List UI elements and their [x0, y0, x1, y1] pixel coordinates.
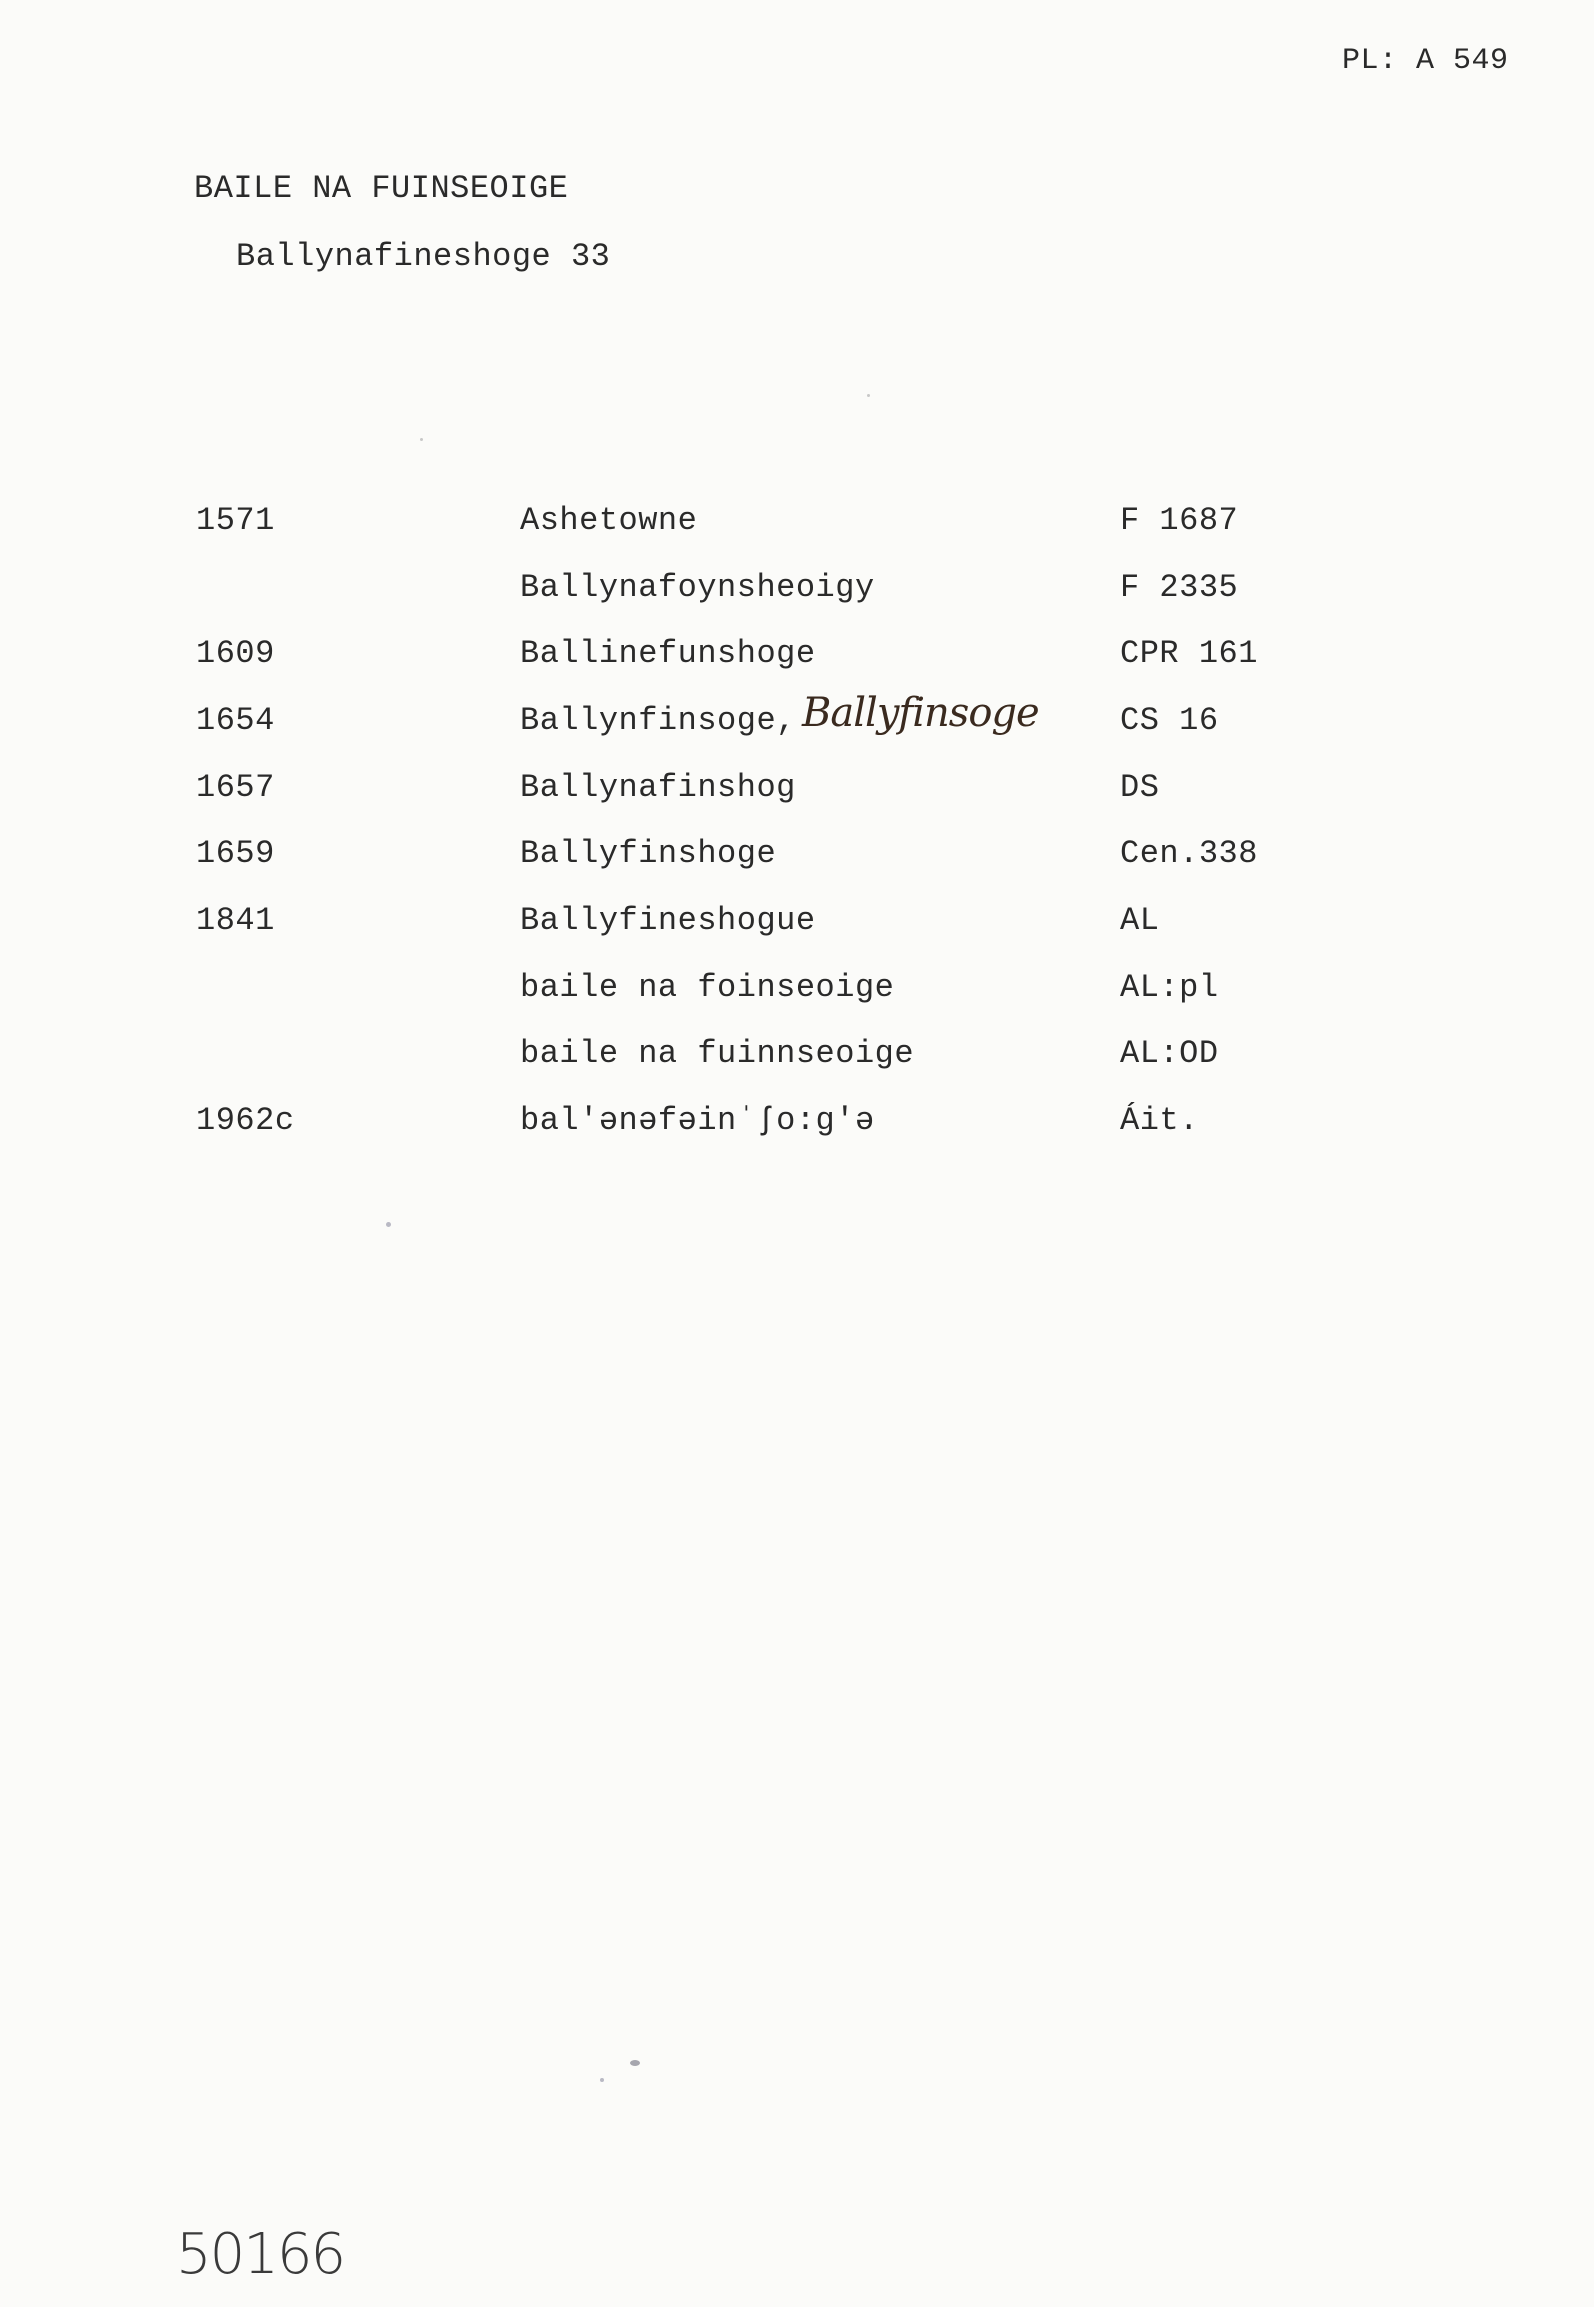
row-year: 1657 — [196, 769, 275, 806]
row-form: Ballynfinsoge, — [520, 702, 796, 739]
row-source: Áit. — [1120, 1102, 1199, 1139]
row-source: Cen.338 — [1120, 835, 1258, 872]
row-source: DS — [1120, 769, 1160, 806]
row-form: Ballynafoynsheoigy — [520, 569, 875, 606]
row-year: 1962c — [196, 1102, 295, 1139]
row-form: balʹənəfəinˈʃo:gʹə — [520, 1102, 875, 1139]
row-source: AL — [1120, 902, 1160, 939]
anglicised-placename: Ballynafineshoge 33 — [236, 238, 611, 275]
row-source: CPR 161 — [1120, 635, 1258, 672]
paper-speck — [420, 438, 423, 441]
row-form: Ballynafinshog — [520, 769, 796, 806]
row-source: CS 16 — [1120, 702, 1219, 739]
row-source: F 2335 — [1120, 569, 1239, 606]
row-form: Ballinefunshoge — [520, 635, 816, 672]
handwritten-variant: Ballyfinsoge — [802, 690, 1039, 736]
row-year: 1654 — [196, 702, 275, 739]
row-form: Ashetowne — [520, 502, 698, 539]
row-form: baile na fuinnseoige — [520, 1035, 915, 1072]
irish-placename-title: BAILE NA FUINSEOIGE — [194, 170, 569, 207]
row-year: 1841 — [196, 902, 275, 939]
reference-code: PL: A 549 — [1342, 44, 1509, 78]
handwritten-catalogue-number: 50166 — [176, 2222, 345, 2287]
row-source: F 1687 — [1120, 502, 1239, 539]
paper-speck — [386, 1222, 391, 1227]
row-year: 1571 — [196, 502, 275, 539]
row-source: AL:pl — [1120, 969, 1219, 1006]
row-source: AL:OD — [1120, 1035, 1219, 1072]
row-year: 1609 — [196, 635, 275, 672]
row-year: 1659 — [196, 835, 275, 872]
paper-speck — [600, 2078, 604, 2082]
paper-speck — [630, 2060, 640, 2066]
row-form: Ballyfinshoge — [520, 835, 777, 872]
row-form: Ballyfineshogue — [520, 902, 816, 939]
paper-speck — [867, 394, 870, 397]
row-form: baile na foinseoige — [520, 969, 895, 1006]
